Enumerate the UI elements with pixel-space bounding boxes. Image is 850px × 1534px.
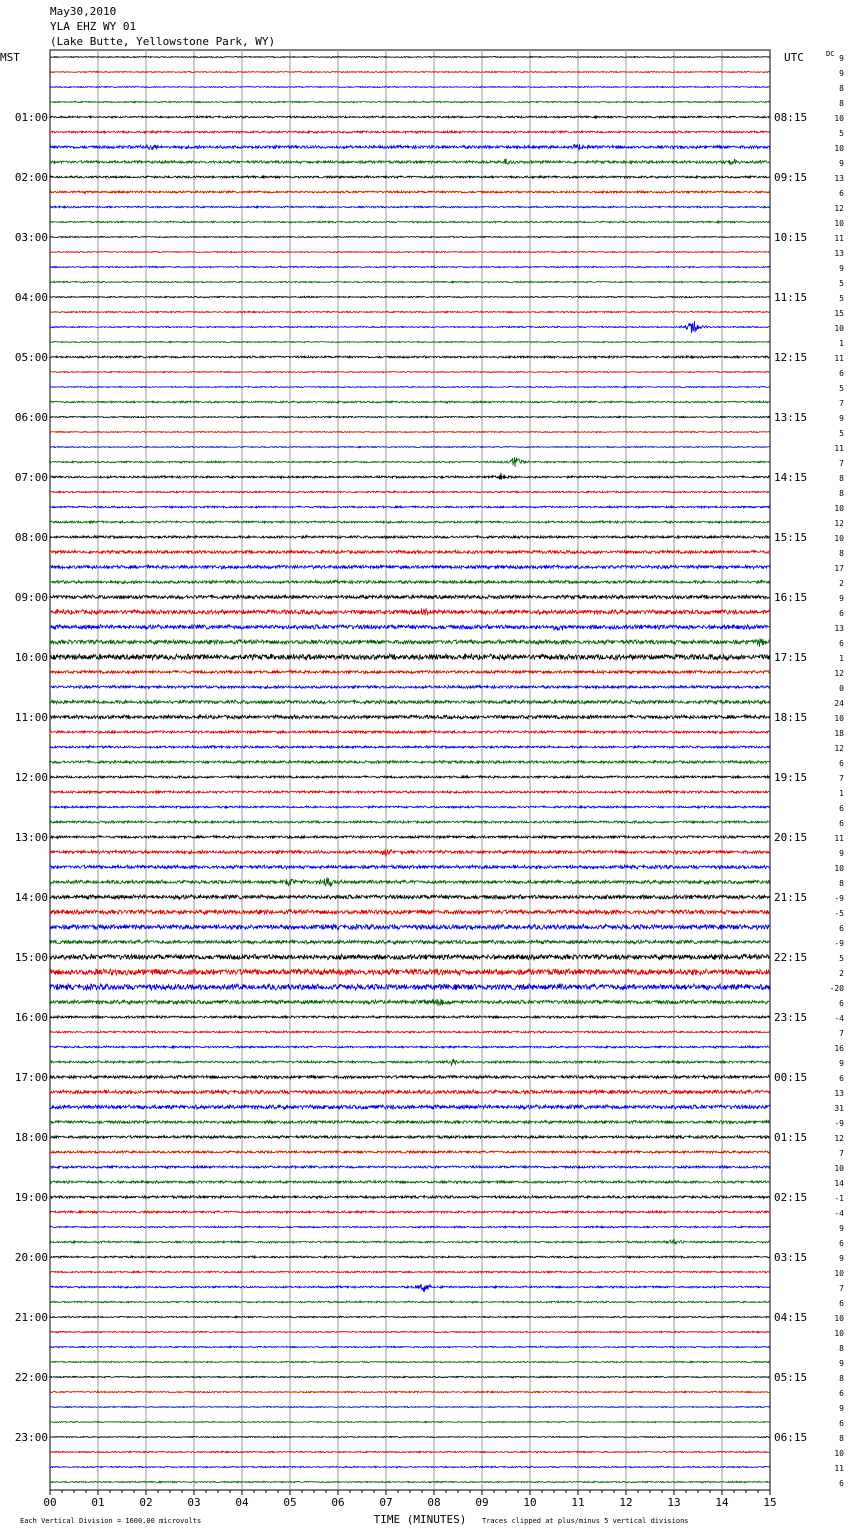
dc-offset-label: 7 bbox=[839, 774, 844, 783]
dc-offset-label: 9 bbox=[839, 1359, 844, 1368]
seismic-trace bbox=[50, 1451, 770, 1453]
dc-offset-label: 6 bbox=[839, 609, 844, 618]
mst-hour-label: 22:00 bbox=[14, 1371, 48, 1384]
mst-hour-label: 07:00 bbox=[14, 471, 48, 484]
dc-offset-label: 8 bbox=[839, 879, 844, 888]
mst-hour-label: 10:00 bbox=[14, 651, 48, 664]
dc-offset-label: 9 bbox=[839, 849, 844, 858]
seismic-trace bbox=[50, 1166, 770, 1169]
seismic-trace bbox=[50, 1376, 770, 1378]
seismic-trace bbox=[50, 685, 770, 688]
utc-hour-label: 21:15 bbox=[774, 891, 808, 904]
seismic-trace bbox=[50, 1226, 770, 1228]
utc-hour-label: 13:15 bbox=[774, 411, 808, 424]
dc-offset-label: 6 bbox=[839, 924, 844, 933]
dc-offset-label: 7 bbox=[839, 1284, 844, 1293]
utc-hour-label: 16:15 bbox=[774, 591, 808, 604]
seismic-trace bbox=[50, 580, 770, 583]
seismic-trace bbox=[50, 158, 770, 165]
dc-offset-label: 6 bbox=[839, 189, 844, 198]
station-id: YLA EHZ WY 01 bbox=[50, 20, 137, 33]
seismic-trace bbox=[50, 821, 770, 824]
utc-hour-label: 00:15 bbox=[774, 1071, 808, 1084]
seismic-trace bbox=[50, 1136, 770, 1139]
dc-offset-label: 5 bbox=[839, 294, 844, 303]
dc-offset-label: -9 bbox=[834, 894, 844, 903]
mst-hour-label: 08:00 bbox=[14, 531, 48, 544]
seismic-trace bbox=[50, 670, 770, 673]
dc-offset-label: 9 bbox=[839, 1059, 844, 1068]
seismic-trace bbox=[50, 1256, 770, 1258]
dc-offset-label: 8 bbox=[839, 549, 844, 558]
dc-offset-label: -4 bbox=[834, 1209, 844, 1218]
seismic-trace bbox=[50, 1181, 770, 1184]
seismic-trace bbox=[50, 654, 770, 660]
mst-hour-label: 05:00 bbox=[14, 351, 48, 364]
seismic-trace bbox=[50, 1059, 770, 1066]
seismic-trace bbox=[50, 1391, 770, 1393]
dc-offset-label: 6 bbox=[839, 1419, 844, 1428]
mst-hour-label: 11:00 bbox=[14, 711, 48, 724]
seismic-trace bbox=[50, 550, 770, 554]
dc-offset-label: 6 bbox=[839, 759, 844, 768]
dc-offset-label: 14 bbox=[834, 1179, 844, 1188]
seismic-trace bbox=[50, 1196, 770, 1199]
seismic-trace bbox=[50, 1346, 770, 1348]
right-axis-label: UTC bbox=[784, 51, 804, 64]
seismic-trace bbox=[50, 638, 770, 647]
mst-hour-label: 13:00 bbox=[14, 831, 48, 844]
dc-offset-label: 8 bbox=[839, 489, 844, 498]
dc-offset-label: 8 bbox=[839, 474, 844, 483]
dc-offset-label: 5 bbox=[839, 129, 844, 138]
seismic-trace bbox=[50, 1481, 770, 1483]
seismic-trace bbox=[50, 1271, 770, 1273]
seismic-trace bbox=[50, 176, 770, 178]
x-tick-label: 07 bbox=[379, 1496, 393, 1509]
dc-offset-label: 9 bbox=[839, 264, 844, 273]
dc-column-label: DC bbox=[826, 50, 835, 58]
dc-offset-label: 11 bbox=[834, 444, 844, 453]
seismic-trace bbox=[50, 806, 770, 808]
dc-offset-label: 9 bbox=[839, 414, 844, 423]
dc-offset-label: 10 bbox=[834, 219, 844, 228]
seismic-trace bbox=[50, 536, 770, 539]
dc-offset-label: 10 bbox=[834, 1269, 844, 1278]
seismic-trace bbox=[50, 311, 770, 313]
mst-hour-label: 03:00 bbox=[14, 231, 48, 244]
mst-hour-label: 19:00 bbox=[14, 1191, 48, 1204]
dc-offset-label: 5 bbox=[839, 279, 844, 288]
dc-offset-label: 7 bbox=[839, 459, 844, 468]
x-tick-label: 04 bbox=[235, 1496, 249, 1509]
seismic-trace bbox=[50, 491, 770, 493]
mst-hour-label: 06:00 bbox=[14, 411, 48, 424]
dc-offset-label: 6 bbox=[839, 369, 844, 378]
seismic-trace bbox=[50, 251, 770, 252]
seismic-trace bbox=[50, 221, 770, 223]
seismic-trace bbox=[50, 1105, 770, 1110]
x-tick-label: 08 bbox=[427, 1496, 441, 1509]
plot-frame bbox=[50, 50, 770, 1490]
utc-hour-label: 23:15 bbox=[774, 1011, 808, 1024]
mst-hour-label: 14:00 bbox=[14, 891, 48, 904]
seismic-trace bbox=[50, 731, 770, 734]
seismic-trace bbox=[50, 940, 770, 944]
dc-offset-label: 5 bbox=[839, 954, 844, 963]
dc-offset-label: -20 bbox=[829, 984, 844, 993]
utc-hour-label: 02:15 bbox=[774, 1191, 808, 1204]
mst-hour-label: 16:00 bbox=[14, 1011, 48, 1024]
seismic-trace bbox=[50, 56, 770, 57]
seismic-trace bbox=[50, 71, 770, 72]
x-tick-label: 00 bbox=[43, 1496, 57, 1509]
seismic-trace bbox=[50, 1406, 770, 1407]
seismic-trace bbox=[50, 836, 770, 839]
dc-offset-label: 11 bbox=[834, 834, 844, 843]
seismic-trace bbox=[50, 746, 770, 749]
left-axis-label: MST bbox=[0, 51, 20, 64]
seismic-trace bbox=[50, 924, 770, 929]
dc-offset-label: 0 bbox=[839, 684, 844, 693]
seismic-trace bbox=[50, 1239, 770, 1244]
seismic-trace bbox=[50, 1466, 770, 1468]
utc-hour-label: 12:15 bbox=[774, 351, 808, 364]
dc-offset-label: 10 bbox=[834, 1329, 844, 1338]
clipping-note: Traces clipped at plus/minus 5 vertical divisions bbox=[482, 1517, 689, 1525]
seismic-trace bbox=[50, 386, 770, 387]
seismic-trace bbox=[50, 608, 770, 615]
mst-hour-label: 18:00 bbox=[14, 1131, 48, 1144]
dc-offset-label: 5 bbox=[839, 384, 844, 393]
seismic-trace bbox=[50, 321, 770, 333]
seismic-trace bbox=[50, 1301, 770, 1303]
dc-offset-label: 12 bbox=[834, 744, 844, 753]
x-tick-label: 14 bbox=[715, 1496, 729, 1509]
dc-offset-label: 9 bbox=[839, 69, 844, 78]
dc-offset-label: 10 bbox=[834, 324, 844, 333]
seismic-trace bbox=[50, 1331, 770, 1333]
dc-offset-label: 6 bbox=[839, 639, 844, 648]
dc-offset-label: 10 bbox=[834, 534, 844, 543]
seismic-trace bbox=[50, 1421, 770, 1422]
seismic-trace bbox=[50, 131, 770, 133]
utc-hour-label: 08:15 bbox=[774, 111, 808, 124]
utc-hour-label: 05:15 bbox=[774, 1371, 808, 1384]
dc-offset-label: -4 bbox=[834, 1014, 844, 1023]
dc-offset-label: 1 bbox=[839, 654, 844, 663]
dc-offset-label: -9 bbox=[834, 1119, 844, 1128]
x-tick-label: 01 bbox=[91, 1496, 105, 1509]
x-tick-label: 02 bbox=[139, 1496, 153, 1509]
dc-offset-label: 2 bbox=[839, 579, 844, 588]
seismic-trace bbox=[50, 865, 770, 869]
dc-offset-label: 17 bbox=[834, 564, 844, 573]
dc-offset-label: 8 bbox=[839, 1434, 844, 1443]
utc-hour-label: 18:15 bbox=[774, 711, 808, 724]
seismic-trace bbox=[50, 116, 770, 118]
utc-hour-label: 06:15 bbox=[774, 1431, 808, 1444]
x-tick-label: 03 bbox=[187, 1496, 201, 1509]
x-tick-label: 06 bbox=[331, 1496, 345, 1509]
seismic-trace bbox=[50, 969, 770, 976]
mst-hour-label: 20:00 bbox=[14, 1251, 48, 1264]
dc-offset-label: 9 bbox=[839, 1404, 844, 1413]
mst-hour-label: 23:00 bbox=[14, 1431, 48, 1444]
dc-offset-label: 6 bbox=[839, 1479, 844, 1488]
seismic-trace bbox=[50, 296, 770, 298]
dc-offset-label: 10 bbox=[834, 714, 844, 723]
dc-offset-label: 9 bbox=[839, 1254, 844, 1263]
dc-offset-label: 6 bbox=[839, 1074, 844, 1083]
seismic-trace bbox=[50, 954, 770, 960]
utc-hour-label: 19:15 bbox=[774, 771, 808, 784]
seismic-trace bbox=[50, 895, 770, 900]
dc-offset-label: -5 bbox=[834, 909, 844, 918]
seismic-trace bbox=[50, 506, 770, 508]
seismic-trace bbox=[50, 457, 770, 467]
scale-note: Each Vertical Division = 1600.00 microvolts bbox=[20, 1517, 202, 1525]
seismic-trace bbox=[50, 266, 770, 268]
utc-hour-label: 11:15 bbox=[774, 291, 808, 304]
seismic-trace bbox=[50, 595, 770, 599]
seismic-trace bbox=[50, 371, 770, 372]
seismic-trace bbox=[50, 356, 770, 358]
seismic-trace bbox=[50, 446, 770, 447]
seismic-trace bbox=[50, 849, 770, 857]
mst-hour-label: 21:00 bbox=[14, 1311, 48, 1324]
dc-offset-label: 8 bbox=[839, 99, 844, 108]
seismic-trace bbox=[50, 565, 770, 569]
seismic-trace bbox=[50, 1046, 770, 1048]
mst-hour-label: 01:00 bbox=[14, 111, 48, 124]
seismic-trace bbox=[50, 877, 770, 887]
dc-offset-label: 12 bbox=[834, 204, 844, 213]
dc-offset-label: -1 bbox=[834, 1194, 844, 1203]
utc-hour-label: 10:15 bbox=[774, 231, 808, 244]
utc-hour-label: 14:15 bbox=[774, 471, 808, 484]
dc-offset-label: 6 bbox=[839, 1299, 844, 1308]
utc-hour-label: 01:15 bbox=[774, 1131, 808, 1144]
dc-offset-label: 6 bbox=[839, 1239, 844, 1248]
x-tick-label: 13 bbox=[667, 1496, 681, 1509]
dc-offset-label: 9 bbox=[839, 54, 844, 63]
mst-hour-label: 04:00 bbox=[14, 291, 48, 304]
dc-offset-label: 8 bbox=[839, 1374, 844, 1383]
seismic-trace bbox=[50, 521, 770, 523]
dc-offset-label: 6 bbox=[839, 999, 844, 1008]
dc-offset-label: 12 bbox=[834, 1134, 844, 1143]
dc-offset-label: 12 bbox=[834, 519, 844, 528]
x-tick-label: 10 bbox=[523, 1496, 537, 1509]
dc-offset-label: 11 bbox=[834, 234, 844, 243]
seismic-trace bbox=[50, 86, 770, 87]
seismic-trace bbox=[50, 1090, 770, 1094]
dc-offset-label: 7 bbox=[839, 1149, 844, 1158]
mst-hour-label: 15:00 bbox=[14, 951, 48, 964]
dc-offset-label: 10 bbox=[834, 1164, 844, 1173]
dc-offset-label: 9 bbox=[839, 159, 844, 168]
seismic-trace bbox=[50, 416, 770, 418]
station-location: (Lake Butte, Yellowstone Park, WY) bbox=[50, 35, 276, 48]
seismic-trace bbox=[50, 1031, 770, 1033]
mst-hour-label: 12:00 bbox=[14, 771, 48, 784]
seismic-trace bbox=[50, 1151, 770, 1154]
seismic-trace bbox=[50, 715, 770, 719]
dc-offset-label: 6 bbox=[839, 804, 844, 813]
seismic-trace bbox=[50, 1361, 770, 1363]
seismic-trace bbox=[50, 1284, 770, 1292]
seismic-trace bbox=[50, 281, 770, 283]
x-axis-title: TIME (MINUTES) bbox=[373, 1513, 467, 1526]
dc-offset-label: 16 bbox=[834, 1044, 844, 1053]
dc-offset-label: 9 bbox=[839, 594, 844, 603]
mst-hour-label: 17:00 bbox=[14, 1071, 48, 1084]
dc-offset-label: 13 bbox=[834, 249, 844, 258]
x-tick-label: 11 bbox=[571, 1496, 585, 1509]
dc-offset-label: 18 bbox=[834, 729, 844, 738]
dc-offset-label: 10 bbox=[834, 864, 844, 873]
seismic-trace bbox=[50, 431, 770, 432]
seismic-trace bbox=[50, 401, 770, 403]
seismic-trace bbox=[50, 101, 770, 103]
utc-hour-label: 03:15 bbox=[774, 1251, 808, 1264]
seismic-trace bbox=[50, 776, 770, 779]
seismic-trace bbox=[50, 191, 770, 193]
x-tick-label: 05 bbox=[283, 1496, 297, 1509]
seismic-trace bbox=[50, 625, 770, 631]
seismic-trace bbox=[50, 791, 770, 794]
utc-hour-label: 17:15 bbox=[774, 651, 808, 664]
utc-hour-label: 09:15 bbox=[774, 171, 808, 184]
dc-offset-label: 11 bbox=[834, 1464, 844, 1473]
dc-offset-label: 13 bbox=[834, 1089, 844, 1098]
utc-hour-label: 15:15 bbox=[774, 531, 808, 544]
dc-offset-label: 10 bbox=[834, 504, 844, 513]
dc-offset-label: 7 bbox=[839, 399, 844, 408]
dc-offset-label: 6 bbox=[839, 819, 844, 828]
dc-offset-label: 13 bbox=[834, 624, 844, 633]
seismic-trace bbox=[50, 700, 770, 704]
x-tick-label: 15 bbox=[763, 1496, 777, 1509]
dc-offset-label: 31 bbox=[834, 1104, 844, 1113]
dc-offset-label: -9 bbox=[834, 939, 844, 948]
dc-offset-label: 11 bbox=[834, 354, 844, 363]
seismic-trace bbox=[50, 1316, 770, 1318]
seismic-trace bbox=[50, 206, 770, 208]
seismic-trace bbox=[50, 236, 770, 237]
seismic-trace bbox=[50, 1436, 770, 1437]
dc-offset-label: 10 bbox=[834, 1449, 844, 1458]
seismic-trace bbox=[50, 1075, 770, 1078]
seismic-trace bbox=[50, 1211, 770, 1213]
plot-date: May30,2010 bbox=[50, 5, 117, 18]
seismic-trace bbox=[50, 1016, 770, 1019]
dc-offset-label: 2 bbox=[839, 969, 844, 978]
dc-offset-label: 13 bbox=[834, 174, 844, 183]
dc-offset-label: 1 bbox=[839, 789, 844, 798]
seismic-trace bbox=[50, 144, 770, 150]
dc-offset-label: 8 bbox=[839, 1344, 844, 1353]
seismic-trace bbox=[50, 341, 770, 342]
seismic-trace bbox=[50, 999, 770, 1006]
utc-hour-label: 04:15 bbox=[774, 1311, 808, 1324]
dc-offset-label: 7 bbox=[839, 1029, 844, 1038]
dc-offset-label: 9 bbox=[839, 1224, 844, 1233]
mst-hour-label: 09:00 bbox=[14, 591, 48, 604]
mst-hour-label: 02:00 bbox=[14, 171, 48, 184]
x-tick-label: 12 bbox=[619, 1496, 633, 1509]
dc-offset-label: 10 bbox=[834, 114, 844, 123]
dc-offset-label: 10 bbox=[834, 1314, 844, 1323]
dc-offset-label: 6 bbox=[839, 1389, 844, 1398]
dc-offset-label: 1 bbox=[839, 339, 844, 348]
seismic-trace bbox=[50, 1120, 770, 1123]
seismic-trace bbox=[50, 984, 770, 990]
dc-offset-label: 8 bbox=[839, 84, 844, 93]
dc-offset-label: 5 bbox=[839, 429, 844, 438]
utc-hour-label: 22:15 bbox=[774, 951, 808, 964]
x-tick-label: 09 bbox=[475, 1496, 489, 1509]
seismic-trace bbox=[50, 473, 770, 480]
dc-offset-label: 12 bbox=[834, 669, 844, 678]
dc-offset-label: 24 bbox=[834, 699, 844, 708]
seismic-trace bbox=[50, 760, 770, 763]
seismic-trace bbox=[50, 910, 770, 915]
utc-hour-label: 20:15 bbox=[774, 831, 808, 844]
dc-offset-label: 10 bbox=[834, 144, 844, 153]
dc-offset-label: 15 bbox=[834, 309, 844, 318]
